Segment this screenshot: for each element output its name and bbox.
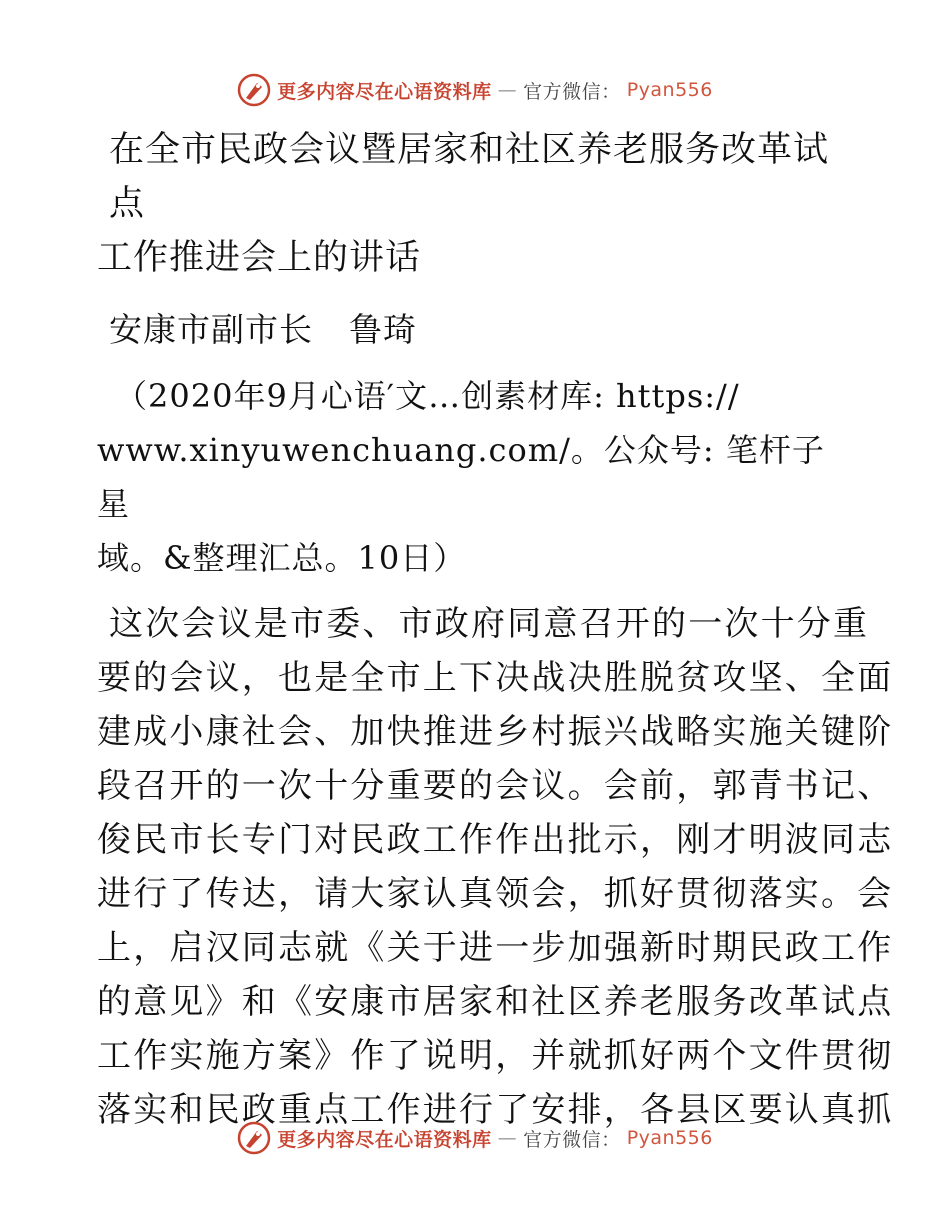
pen-nib-icon — [237, 73, 271, 107]
body-line: 俊民市长专门对民政工作作出批示，刚才明波同志 — [97, 820, 894, 860]
separator: — — [497, 1127, 518, 1149]
document-title — [97, 123, 857, 285]
wechat-label: 官方微信： — [523, 1128, 621, 1151]
body-line: 建成小康社会、加快推进乡村振兴战略实施关键阶 — [97, 712, 894, 752]
site-text: 更多内容尽在心语资料库 — [277, 80, 492, 103]
body-line: 上，启汉同志就《关于进一步加强新时期民政工作 — [97, 928, 894, 968]
wechat-id: Pyan556 — [626, 1127, 713, 1149]
body-line: 的意见》和《安康市居家和社区养老服务改革试点 — [97, 982, 894, 1022]
body-line: 这次会议是市委、市政府同意召开的一次十分重 — [109, 604, 870, 644]
author-title: 安康市副市长 — [109, 310, 313, 349]
document-page — [97, 123, 894, 1137]
body-line: 落实和民政重点工作进行了安排，各县区要认真抓 — [97, 1090, 894, 1130]
wechat-id: Pyan556 — [626, 79, 713, 101]
source-line: 域。&整理汇总。10日） — [97, 539, 467, 577]
wechat-label: 官方微信： — [523, 80, 621, 103]
source-line: www.xinyuwenchuang.com/。公众号: 笔杆子星 — [97, 431, 825, 523]
pen-nib-icon — [237, 1121, 271, 1155]
source-note — [97, 369, 857, 585]
separator: — — [497, 79, 518, 101]
header-banner — [0, 70, 950, 110]
body-line: 段召开的一次十分重要的会议。会前，郭青书记、 — [97, 766, 894, 806]
source-line: （2020年9月心语′文…创素材库: https:// — [115, 377, 740, 415]
title-line-2: 工作推进会上的讲话 — [97, 238, 422, 278]
author-name: 鲁琦 — [349, 310, 417, 349]
body-line: 工作实施方案》作了说明，并就抓好两个文件贯彻 — [97, 1036, 894, 1076]
body-line: 进行了传达，请大家认真领会，抓好贯彻落实。会 — [97, 874, 894, 914]
footer-banner — [0, 1118, 950, 1158]
title-line-1: 在全市民政会议暨居家和社区养老服务改革试点 — [109, 130, 830, 224]
site-text: 更多内容尽在心语资料库 — [277, 1128, 492, 1151]
body-line: 要的会议，也是全市上下决战决胜脱贫攻坚、全面 — [97, 658, 894, 698]
author-line — [97, 303, 857, 357]
body-paragraph — [97, 597, 894, 1137]
